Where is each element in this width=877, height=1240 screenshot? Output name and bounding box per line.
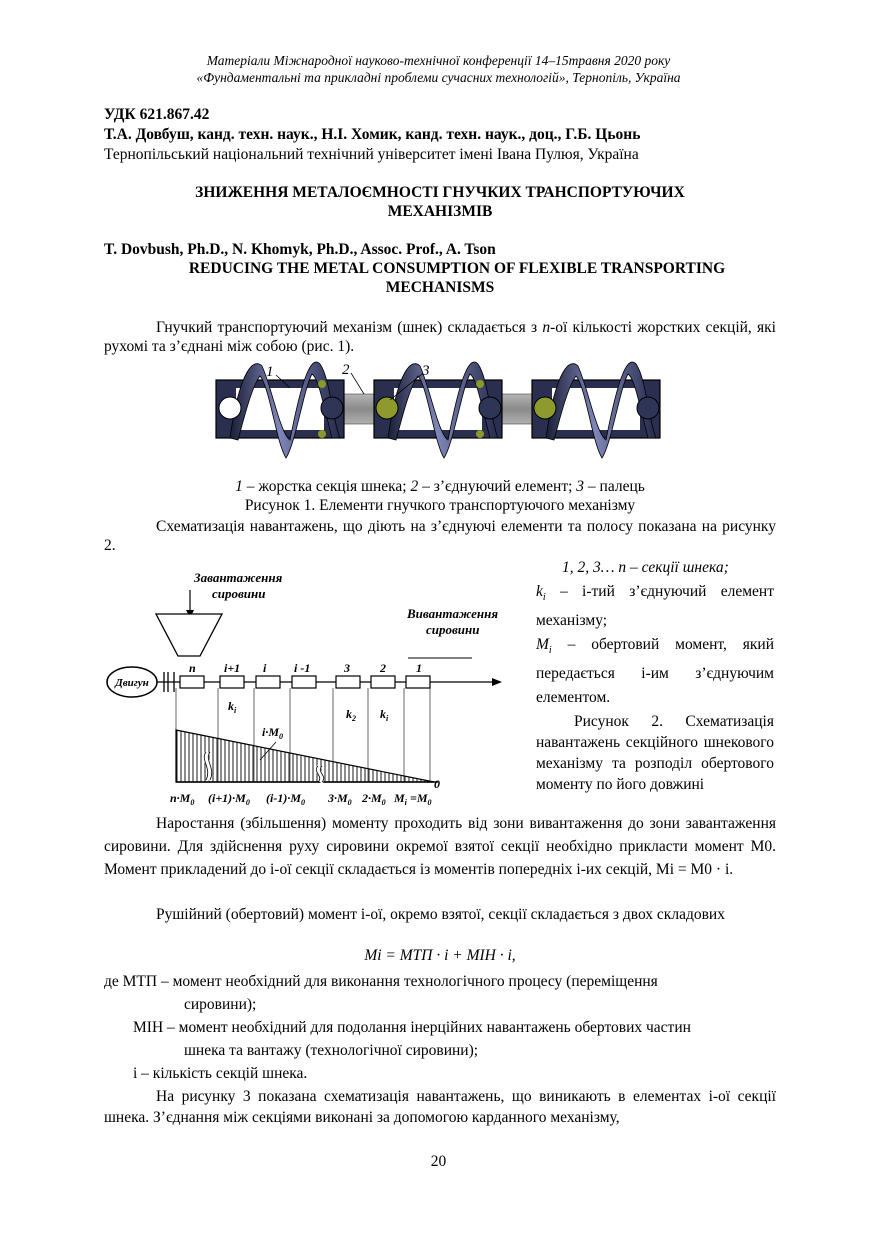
k-label-2: $k_2$ xyxy=(346,707,356,723)
moment-diagram xyxy=(176,730,434,782)
section-box xyxy=(406,676,430,688)
legend-text-1: – жорстка секція шнека; xyxy=(242,478,411,495)
paragraph-1 xyxy=(104,318,776,356)
legend2-sections xyxy=(536,556,774,580)
figure-2-legend xyxy=(536,556,774,795)
paragraph-4: Рушійний (обертовий) момент і-ої, окремо взятої, секції складається з двох складових xyxy=(156,906,725,923)
figure-1-legend xyxy=(104,477,776,496)
bottom-moment-label: $=M_0$ xyxy=(410,791,432,807)
label-2: 2 xyxy=(342,362,350,378)
section-box xyxy=(220,676,244,688)
definition-mtp-cont: сировини); xyxy=(184,996,257,1013)
conference-header-line1: Матеріали Міжнародної науково-технічної конференції 14–15травня 2020 року xyxy=(206,53,671,68)
authors-en: T. Dovbush, Ph.D., N. Khomyk, Ph.D., Assoc. Prof., A. Tson xyxy=(104,241,496,258)
rigid-section xyxy=(532,362,660,458)
bottom-moment-label: $(i+1)\cdot M_0$ xyxy=(208,791,250,807)
rigid-section xyxy=(216,362,344,458)
paragraph-1-text-b: -ої кількості жорстких секцій, які рухомі та з’єднані між собою (рис. 1). xyxy=(104,319,776,355)
legend-num-3: 3 xyxy=(576,478,585,495)
rigid-section xyxy=(374,362,502,458)
definition-min-cont: шнека та вантажу (технологічної сировини); xyxy=(184,1042,479,1059)
unloading-label-1: Вивантаження xyxy=(407,606,499,621)
title-ua-line2: МЕХАНІЗМІВ xyxy=(387,203,493,220)
paragraph-2: Схематизація навантажень, що діють на з’єднуючі елементи та полосу показана на рисунку 2. xyxy=(104,518,776,554)
section-label: 3 xyxy=(344,661,350,675)
bottom-moment-label: $3\cdot M_0$ xyxy=(328,791,352,807)
loading-label-1: Завантаження xyxy=(194,570,283,585)
label-1: 1 xyxy=(266,364,274,380)
title-en-line1: REDUCING THE METAL CONSUMPTION OF FLEXIBLE TRANSPORTING xyxy=(188,260,726,277)
paragraph-1-n: n xyxy=(542,319,551,336)
paragraph-1-text-a: Гнучкий транспортуючий механізм (шнек) складається з xyxy=(156,319,543,336)
legend-num-1: 1 xyxy=(235,478,243,495)
figure-1-screw-sections xyxy=(214,358,664,470)
unloading-label-2: сировини xyxy=(426,622,480,637)
section-label: 1 xyxy=(416,661,422,675)
k-label-i2: $k_i$ xyxy=(380,707,389,723)
screw-sections xyxy=(180,661,430,688)
bottom-moment-label: $(i-1)\cdot M_0$ xyxy=(266,791,305,807)
section-box xyxy=(180,676,204,688)
affiliation: Тернопільський національний технічний університет імені Івана Пулюя, Україна xyxy=(104,146,639,163)
legend2-line1: 1, 2, 3… n – секції шнека; xyxy=(562,559,729,576)
legend-text-3: – палець xyxy=(584,478,645,495)
section-label: i+1 xyxy=(224,661,241,675)
figure-2-caption: Рисунок 2. Схематизація навантажень секційного шнекового механізму та розподіл обертового моменту по його довжині xyxy=(536,713,774,794)
legend2-m-sub: i xyxy=(548,644,552,656)
section-box xyxy=(371,676,395,688)
figure-2-load-scheme xyxy=(104,564,544,810)
legend2-k-symbol: k xyxy=(536,582,543,600)
title-ua-line1: ЗНИЖЕННЯ МЕТАЛОЄМНОСТІ ГНУЧКИХ ТРАНСПОРТУЮЧИХ xyxy=(195,184,685,201)
legend2-m xyxy=(536,633,774,710)
hopper xyxy=(156,614,222,656)
section-label: i -1 xyxy=(294,661,311,675)
formula-moment: Mi = MТП · i + MІН · i, xyxy=(364,947,516,964)
legend-num-2: 2 xyxy=(410,478,419,495)
loading-label-2: сировини xyxy=(212,586,266,601)
section-label: n xyxy=(189,661,196,675)
section-box xyxy=(292,676,316,688)
definition-i: i – кількість секцій шнека. xyxy=(133,1065,308,1082)
section-box xyxy=(336,676,360,688)
legend2-k xyxy=(536,580,774,633)
bottom-moment-label: $M_i$ xyxy=(394,791,407,807)
legend-text-2: – з’єднуючий елемент; xyxy=(418,478,577,495)
bottom-moment-label: $n\cdot M_0$ xyxy=(170,791,195,807)
section-label: 2 xyxy=(380,661,386,675)
k-label-i: $k_i$ xyxy=(228,699,237,715)
legend2-line2: – і-тий з’єднуючий елемент механізму; xyxy=(536,582,774,630)
paragraph-5: На рисунку 3 показана схематизація навантажень, що виникають в елементах і-ої секції шнека. З’єднання між секціями виконані за допомогою карданного механізму, xyxy=(104,1088,776,1126)
section-box xyxy=(256,676,280,688)
label-3: 3 xyxy=(422,363,430,379)
title-en-line2: MECHANISMS xyxy=(385,279,495,296)
definition-min: MІН – момент необхідний для подолання інерційних навантажень обертових частин xyxy=(133,1019,691,1036)
section-label: i xyxy=(263,661,267,675)
bottom-moment-label: $2\cdot M_0$ xyxy=(362,791,386,807)
moment-label: $i\cdot M_0$ xyxy=(262,725,284,741)
page-number: 20 xyxy=(430,1153,447,1170)
legend2-k-sub: i xyxy=(542,591,546,603)
legend2-m-symbol: M xyxy=(536,635,549,653)
figure-1-caption: Рисунок 1. Елементи гнучкого транспортуючого механізму xyxy=(244,497,636,514)
legend2-line3: – обертовий момент, який передається і-им з’єднуючим елементом. xyxy=(536,635,774,706)
authors-ua: Т.А. Довбуш, канд. техн. наук., Н.І. Хомик, канд. техн. наук., доц., Г.Б. Цьонь xyxy=(104,126,641,143)
zero-label: 0 xyxy=(434,777,440,791)
definition-mtp: де MТП – момент необхідний для виконання технологічного процесу (переміщення xyxy=(104,973,658,990)
engine-label: Двигун xyxy=(115,677,149,689)
paragraph-3: Наростання (збільшення) моменту проходить від зони вивантаження до зони завантаження сировини. Для здійснення руху сировини окремої взятої секції необхідно прикласти момент M0. Момент прикладений до і-ої секції складається із моментів попередніх і-их секцій, Mi = M0 · i. xyxy=(104,815,776,878)
conference-header-line2: «Фундаментальні та прикладні проблеми сучасних технологій», Тернопіль, Україна xyxy=(196,70,681,85)
udc-code: УДК 621.867.42 xyxy=(104,106,210,123)
